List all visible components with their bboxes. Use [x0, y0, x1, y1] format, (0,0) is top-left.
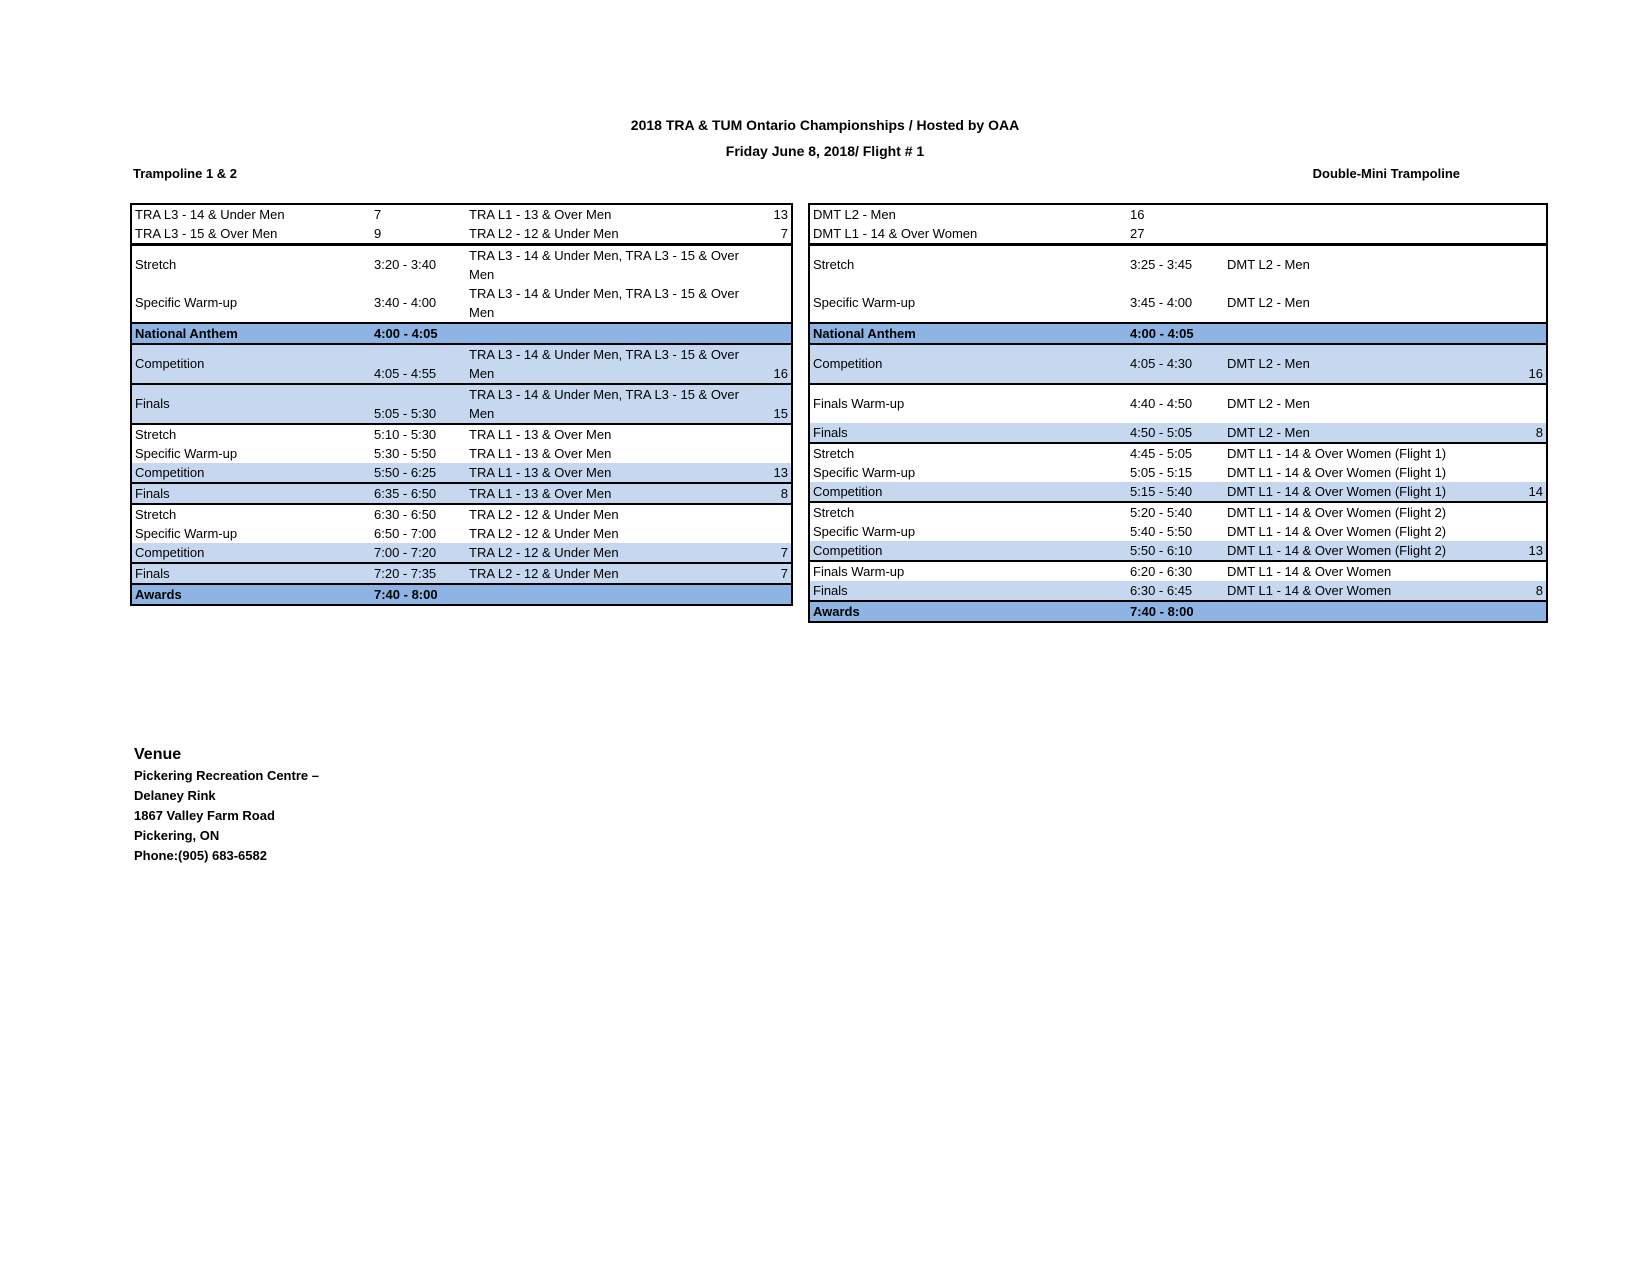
cell: 6:30 - 6:50 — [371, 504, 466, 524]
cell — [1224, 323, 1507, 344]
trampoline-schedule-table — [130, 203, 793, 606]
table-row — [131, 463, 792, 483]
dmt-schedule-table — [808, 203, 1548, 623]
cell: 7 — [374, 206, 382, 222]
trampoline-heading: Trampoline 1 & 2 — [133, 166, 238, 181]
cell: Finals — [809, 423, 1127, 443]
table-row — [809, 601, 1547, 622]
cell: 8 — [1507, 581, 1547, 601]
venue-line: 1867 Valley Farm Road — [134, 808, 275, 823]
table-row — [131, 323, 792, 344]
cell: TRA L2 - 12 & Under Men — [466, 543, 751, 563]
cell: DMT L2 - Men — [1224, 344, 1507, 384]
cell: 15 — [751, 384, 792, 424]
table-row — [131, 483, 792, 504]
cell: 3:25 - 3:45 — [1127, 245, 1224, 285]
cell: TRA L3 - 14 & Under Men, TRA L3 - 15 & Over Men — [466, 344, 751, 384]
venue-line: Pickering, ON — [134, 828, 220, 843]
cell: DMT L1 - 14 & Over Women (Flight 2) — [1227, 523, 1447, 539]
cell: DMT L1 - 14 & Over Women (Flight 1) — [1224, 482, 1507, 502]
table-row — [809, 581, 1547, 601]
cell — [466, 584, 751, 605]
cell: 6:30 - 6:45 — [1127, 581, 1224, 601]
cell — [751, 245, 792, 285]
cell: National Anthem — [131, 323, 371, 344]
cell: TRA L2 - 12 & Under Men — [466, 563, 751, 584]
table-row — [131, 584, 792, 605]
table-row — [131, 204, 792, 224]
cell: Awards — [131, 584, 371, 605]
cell: Stretch — [809, 443, 1127, 463]
cell: 16 — [1130, 206, 1145, 222]
table-row — [131, 224, 792, 245]
table-row — [131, 384, 792, 424]
cell: 5:50 - 6:25 — [371, 463, 466, 483]
cell: TRA L3 - 14 & Under Men, TRA L3 - 15 & Over Men — [466, 384, 751, 424]
cell — [1507, 443, 1547, 463]
cell — [1507, 561, 1547, 581]
cell: 14 — [1507, 482, 1547, 502]
cell: TRA L3 - 14 & Under Men — [135, 206, 285, 222]
table-row — [131, 284, 792, 323]
cell — [751, 284, 792, 323]
cell: Competition — [809, 482, 1127, 502]
cell: TRA L3 - 14 & Under Men, TRA L3 - 15 & Over Men — [469, 286, 739, 320]
cell: 5:50 - 6:10 — [1127, 541, 1224, 561]
cell — [1507, 463, 1547, 482]
table-row — [131, 424, 792, 444]
cell: 5:05 - 5:30 — [371, 384, 466, 424]
cell: 13 — [773, 206, 788, 222]
cell: Stretch — [131, 504, 371, 524]
cell: Finals Warm-up — [809, 561, 1127, 581]
cell: Finals Warm-up — [809, 384, 1127, 423]
cell: Specific Warm-up — [813, 295, 916, 310]
cell: Competition — [131, 344, 371, 384]
cell: 7:00 - 7:20 — [371, 543, 466, 563]
dmt-heading: Double-Mini Trampoline — [1312, 166, 1460, 181]
cell: Stretch — [131, 245, 371, 285]
cell: 7 — [751, 563, 792, 584]
cell: Specific Warm-up — [135, 295, 238, 310]
cell: Stretch — [131, 424, 371, 444]
cell: 4:05 - 4:55 — [371, 344, 466, 384]
cell: 27 — [1130, 225, 1145, 241]
cell: 5:30 - 5:50 — [374, 445, 437, 461]
cell: TRA L3 - 14 & Under Men, TRA L3 - 15 & Over Men — [466, 245, 751, 285]
cell — [1224, 601, 1507, 622]
cell — [1507, 284, 1547, 323]
cell: TRA L1 - 13 & Over Men — [466, 483, 751, 504]
cell: Competition — [131, 543, 371, 563]
cell: 5:10 - 5:30 — [371, 424, 466, 444]
table-row — [809, 423, 1547, 443]
table-row — [809, 561, 1547, 581]
cell: DMT L1 - 14 & Over Women (Flight 1) — [1227, 464, 1447, 480]
cell: 8 — [751, 483, 792, 504]
cell: 7 — [780, 225, 788, 241]
table-row — [809, 443, 1547, 463]
cell: DMT L2 - Men — [1224, 245, 1507, 285]
cell: TRA L1 - 13 & Over Men — [466, 424, 751, 444]
venue-line: Pickering Recreation Centre – — [134, 768, 319, 783]
cell: TRA L1 - 13 & Over Men — [469, 206, 612, 222]
cell: DMT L1 - 14 & Over Women (Flight 1) — [1224, 443, 1507, 463]
cell — [1507, 245, 1547, 285]
cell: 13 — [1507, 541, 1547, 561]
table-row — [131, 344, 792, 384]
table-row — [131, 444, 792, 463]
cell: Finals — [131, 384, 371, 424]
cell: National Anthem — [809, 323, 1127, 344]
table-row — [131, 504, 792, 524]
cell: 3:45 - 4:00 — [1130, 295, 1193, 310]
table-row — [809, 204, 1547, 224]
page-title: 2018 TRA & TUM Ontario Championships / Hosted by OAA — [630, 117, 1020, 133]
cell — [1507, 522, 1547, 541]
cell: Competition — [131, 463, 371, 483]
cell: 5:05 - 5:15 — [1130, 464, 1193, 480]
table-row — [809, 323, 1547, 344]
cell: Specific Warm-up — [135, 525, 238, 541]
table-row — [809, 284, 1547, 323]
cell: 5:15 - 5:40 — [1127, 482, 1224, 502]
table-row — [131, 524, 792, 543]
page-subtitle: Friday June 8, 2018/ Flight # 1 — [725, 143, 925, 159]
table-row — [809, 482, 1547, 502]
venue-phone: Phone:(905) 683-6582 — [134, 848, 267, 863]
cell: TRA L1 - 13 & Over Men — [466, 463, 751, 483]
cell: TRA L1 - 13 & Over Men — [469, 445, 612, 461]
venue-heading: Venue — [134, 746, 182, 763]
cell: 16 — [751, 344, 792, 384]
cell: 4:00 - 4:05 — [371, 323, 466, 344]
table-row — [809, 245, 1547, 285]
cell: TRA L2 - 12 & Under Men — [469, 525, 619, 541]
cell: 13 — [751, 463, 792, 483]
cell: DMT L1 - 14 & Over Women (Flight 2) — [1224, 502, 1507, 522]
cell: 4:50 - 5:05 — [1127, 423, 1224, 443]
table-row — [809, 224, 1547, 245]
cell — [751, 424, 792, 444]
cell: 4:00 - 4:05 — [1127, 323, 1224, 344]
cell: 5:20 - 5:40 — [1127, 502, 1224, 522]
cell: Specific Warm-up — [813, 523, 916, 539]
cell: 5:40 - 5:50 — [1130, 523, 1193, 539]
venue-block — [134, 744, 319, 866]
cell: Specific Warm-up — [135, 445, 238, 461]
cell: 6:20 - 6:30 — [1127, 561, 1224, 581]
cell: DMT L2 - Men — [1224, 423, 1507, 443]
cell — [751, 584, 792, 605]
cell: 3:40 - 4:00 — [374, 295, 437, 310]
cell: DMT L2 - Men — [1224, 384, 1507, 423]
cell: 6:50 - 7:00 — [374, 525, 437, 541]
cell: 6:35 - 6:50 — [371, 483, 466, 504]
table-row — [131, 543, 792, 563]
cell — [751, 444, 792, 463]
cell — [1507, 502, 1547, 522]
cell: 7:20 - 7:35 — [371, 563, 466, 584]
cell: 4:05 - 4:30 — [1127, 344, 1224, 384]
cell: 8 — [1507, 423, 1547, 443]
cell: Awards — [809, 601, 1127, 622]
cell: DMT L2 - Men — [813, 206, 896, 222]
table-row — [131, 245, 792, 285]
cell: 4:45 - 5:05 — [1127, 443, 1224, 463]
cell: TRA L3 - 15 & Over Men — [135, 225, 278, 241]
cell: 16 — [1507, 344, 1547, 384]
table-row — [809, 522, 1547, 541]
cell: Stretch — [809, 502, 1127, 522]
table-row — [809, 344, 1547, 384]
table-row — [809, 463, 1547, 482]
cell: 7 — [751, 543, 792, 563]
cell: DMT L2 - Men — [1227, 295, 1310, 310]
cell: TRA L2 - 12 & Under Men — [469, 225, 619, 241]
table-row — [809, 541, 1547, 561]
cell — [1507, 601, 1547, 622]
cell: Competition — [809, 344, 1127, 384]
cell: Competition — [809, 541, 1127, 561]
cell: Finals — [131, 563, 371, 584]
cell: 3:20 - 3:40 — [371, 245, 466, 285]
cell: 4:40 - 4:50 — [1127, 384, 1224, 423]
cell: Finals — [809, 581, 1127, 601]
cell: DMT L1 - 14 & Over Women — [1224, 561, 1507, 581]
cell — [1507, 323, 1547, 344]
cell: Specific Warm-up — [813, 464, 916, 480]
cell — [1507, 384, 1547, 423]
cell — [751, 524, 792, 543]
cell: Stretch — [809, 245, 1127, 285]
cell — [751, 504, 792, 524]
cell: 9 — [374, 225, 382, 241]
cell: DMT L1 - 14 & Over Women (Flight 2) — [1224, 541, 1507, 561]
cell: DMT L1 - 14 & Over Women — [1224, 581, 1507, 601]
cell: 7:40 - 8:00 — [371, 584, 466, 605]
venue-line: Delaney Rink — [134, 788, 216, 803]
cell: TRA L2 - 12 & Under Men — [466, 504, 751, 524]
table-row — [809, 502, 1547, 522]
cell: DMT L1 - 14 & Over Women — [813, 225, 978, 241]
cell — [466, 323, 751, 344]
table-row — [131, 563, 792, 584]
cell: 7:40 - 8:00 — [1127, 601, 1224, 622]
cell — [751, 323, 792, 344]
cell: Finals — [131, 483, 371, 504]
table-row — [809, 384, 1547, 423]
